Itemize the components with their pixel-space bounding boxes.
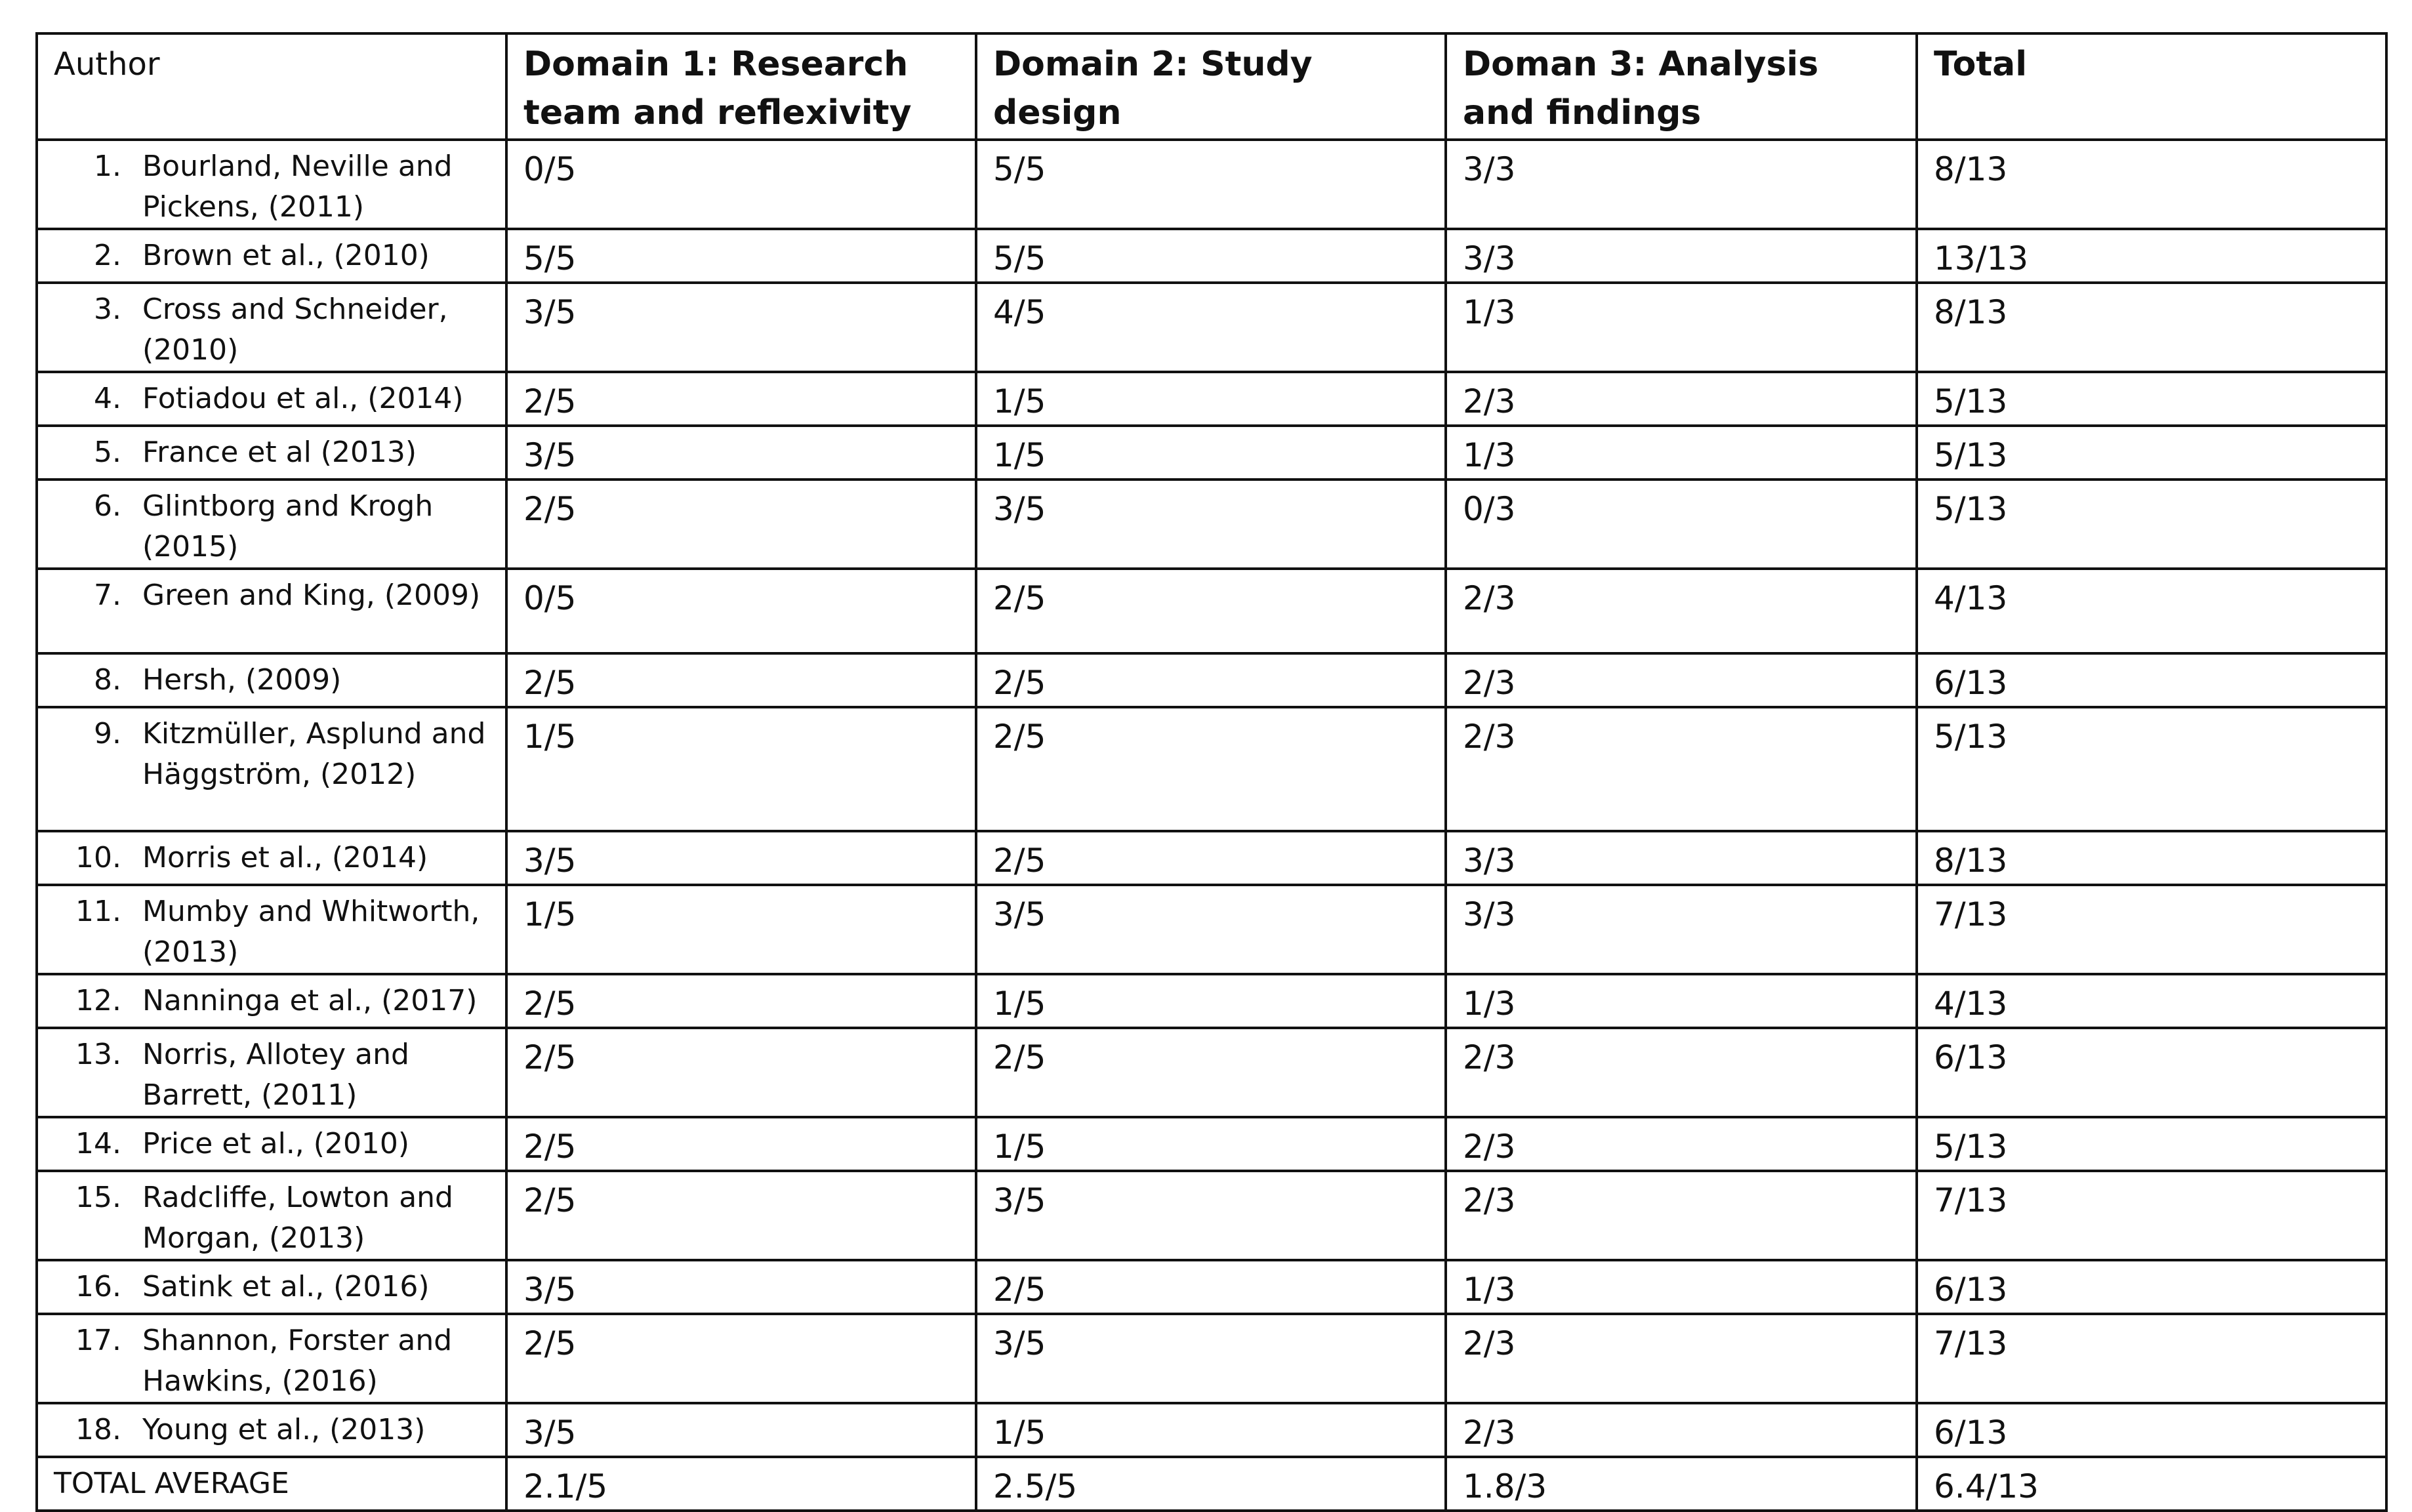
domain-1-score: 1/5 <box>506 885 976 974</box>
domain-1-score: 3/5 <box>506 1403 976 1457</box>
row-number: 10. <box>75 841 121 874</box>
author-name: Norris, Allotey and Barrett, (2011) <box>142 1038 409 1112</box>
domain-3-score: 2/3 <box>1446 1028 1917 1117</box>
domain-2-score: 5/5 <box>976 229 1446 283</box>
author-cell <box>37 1314 506 1403</box>
row-number: 3. <box>94 293 121 326</box>
domain-1-score: 3/5 <box>506 1260 976 1314</box>
domain-2-score: 5/5 <box>976 140 1446 229</box>
total-average-row <box>37 1457 2386 1511</box>
domain-2-score: 4/5 <box>976 283 1446 372</box>
author-name: Cross and Schneider, (2010) <box>142 293 448 367</box>
table-row <box>37 1314 2386 1403</box>
total-score: 8/13 <box>1917 283 2386 372</box>
total-score: 5/13 <box>1917 1117 2386 1171</box>
table-row <box>37 707 2386 831</box>
average-domain-1: 2.1/5 <box>506 1457 976 1511</box>
author-name: Satink et al., (2016) <box>142 1270 430 1303</box>
domain-1-score: 2/5 <box>506 1314 976 1403</box>
row-number: 16. <box>75 1270 121 1303</box>
average-total: 6.4/13 <box>1917 1457 2386 1511</box>
total-score: 7/13 <box>1917 1314 2386 1403</box>
row-number: 2. <box>94 239 121 272</box>
total-score: 5/13 <box>1917 372 2386 426</box>
domain-3-score: 1/3 <box>1446 426 1917 480</box>
author-cell <box>37 885 506 974</box>
table-row <box>37 885 2386 974</box>
author-name: Glintborg and Krogh (2015) <box>142 489 434 563</box>
average-domain-2: 2.5/5 <box>976 1457 1446 1511</box>
row-number: 8. <box>94 663 121 697</box>
domain-2-score: 1/5 <box>976 372 1446 426</box>
domain-3-score: 1/3 <box>1446 974 1917 1028</box>
total-score: 5/13 <box>1917 480 2386 569</box>
table-row <box>37 653 2386 707</box>
domain-3-score: 2/3 <box>1446 1171 1917 1260</box>
row-number: 5. <box>94 436 121 469</box>
row-number: 12. <box>75 984 121 1017</box>
domain-3-score: 2/3 <box>1446 707 1917 831</box>
domain-2-score: 2/5 <box>976 707 1446 831</box>
row-number: 4. <box>94 382 121 415</box>
total-score: 7/13 <box>1917 1171 2386 1260</box>
domain-1-score: 5/5 <box>506 229 976 283</box>
author-name: Hersh, (2009) <box>142 663 342 697</box>
domain-1-score: 3/5 <box>506 283 976 372</box>
total-score: 6/13 <box>1917 653 2386 707</box>
row-number: 6. <box>94 489 121 523</box>
total-score: 6/13 <box>1917 1403 2386 1457</box>
total-score: 4/13 <box>1917 569 2386 653</box>
domain-2-score: 2/5 <box>976 653 1446 707</box>
domain-2-score: 3/5 <box>976 1314 1446 1403</box>
table-row <box>37 140 2386 229</box>
domain-3-score: 2/3 <box>1446 1403 1917 1457</box>
author-cell <box>37 1260 506 1314</box>
header-domain-3: Doman 3: Analysis and findings <box>1446 33 1917 140</box>
domain-2-score: 2/5 <box>976 1028 1446 1117</box>
row-number: 15. <box>75 1181 121 1214</box>
author-name: Radcliffe, Lowton and Morgan, (2013) <box>142 1181 453 1255</box>
total-score: 8/13 <box>1917 140 2386 229</box>
author-cell <box>37 283 506 372</box>
domain-2-score: 1/5 <box>976 974 1446 1028</box>
table-row <box>37 372 2386 426</box>
domain-2-score: 2/5 <box>976 569 1446 653</box>
author-cell <box>37 831 506 885</box>
domain-3-score: 3/3 <box>1446 885 1917 974</box>
row-number: 14. <box>75 1127 121 1160</box>
row-number: 7. <box>94 579 121 612</box>
author-cell <box>37 426 506 480</box>
domain-3-score: 3/3 <box>1446 140 1917 229</box>
domain-1-score: 1/5 <box>506 707 976 831</box>
row-number: 1. <box>94 150 121 183</box>
domain-3-score: 1/3 <box>1446 1260 1917 1314</box>
total-score: 5/13 <box>1917 426 2386 480</box>
author-cell <box>37 1403 506 1457</box>
domain-2-score: 3/5 <box>976 885 1446 974</box>
author-name: Brown et al., (2010) <box>142 239 430 272</box>
author-name: Bourland, Neville and Pickens, (2011) <box>142 150 453 224</box>
header-row <box>37 33 2386 140</box>
domain-2-score: 1/5 <box>976 426 1446 480</box>
author-cell <box>37 140 506 229</box>
domain-2-score: 2/5 <box>976 1260 1446 1314</box>
domain-3-score: 2/3 <box>1446 1314 1917 1403</box>
author-name: Kitzmüller, Asplund and Häggström, (2012) <box>142 717 486 791</box>
domain-2-score: 2/5 <box>976 831 1446 885</box>
table-row <box>37 831 2386 885</box>
table-row <box>37 283 2386 372</box>
author-cell <box>37 653 506 707</box>
table-row <box>37 1028 2386 1117</box>
quality-appraisal-table <box>35 32 2388 1512</box>
domain-1-score: 0/5 <box>506 569 976 653</box>
total-score: 4/13 <box>1917 974 2386 1028</box>
total-score: 5/13 <box>1917 707 2386 831</box>
domain-3-score: 2/3 <box>1446 569 1917 653</box>
domain-2-score: 3/5 <box>976 1171 1446 1260</box>
domain-3-score: 2/3 <box>1446 372 1917 426</box>
table-row <box>37 1260 2386 1314</box>
author-name: Nanninga et al., (2017) <box>142 984 478 1017</box>
domain-3-score: 3/3 <box>1446 229 1917 283</box>
author-name: Price et al., (2010) <box>142 1127 410 1160</box>
author-name: Shannon, Forster and Hawkins, (2016) <box>142 1324 453 1398</box>
total-score: 6/13 <box>1917 1260 2386 1314</box>
author-cell <box>37 480 506 569</box>
author-name: France et al (2013) <box>142 436 417 469</box>
table-row <box>37 229 2386 283</box>
row-number: 18. <box>75 1413 121 1446</box>
author-cell <box>37 1171 506 1260</box>
domain-3-score: 2/3 <box>1446 653 1917 707</box>
total-score: 8/13 <box>1917 831 2386 885</box>
total-score: 6/13 <box>1917 1028 2386 1117</box>
domain-1-score: 2/5 <box>506 1028 976 1117</box>
author-cell <box>37 372 506 426</box>
domain-1-score: 0/5 <box>506 140 976 229</box>
author-name: Mumby and Whitworth, (2013) <box>142 895 480 969</box>
row-number: 17. <box>75 1324 121 1357</box>
domain-1-score: 3/5 <box>506 831 976 885</box>
header-domain-2: Domain 2: Study design <box>976 33 1446 140</box>
total-score: 7/13 <box>1917 885 2386 974</box>
table-row <box>37 1171 2386 1260</box>
author-name: Fotiadou et al., (2014) <box>142 382 464 415</box>
domain-1-score: 2/5 <box>506 1117 976 1171</box>
header-domain-1: Domain 1: Research team and reflexivity <box>506 33 976 140</box>
domain-2-score: 3/5 <box>976 480 1446 569</box>
domain-1-score: 2/5 <box>506 480 976 569</box>
author-cell <box>37 707 506 831</box>
average-domain-3: 1.8/3 <box>1446 1457 1917 1511</box>
domain-3-score: 1/3 <box>1446 283 1917 372</box>
author-cell <box>37 1028 506 1117</box>
domain-1-score: 2/5 <box>506 974 976 1028</box>
author-name: Green and King, (2009) <box>142 579 481 612</box>
table-row <box>37 426 2386 480</box>
domain-1-score: 2/5 <box>506 1171 976 1260</box>
domain-2-score: 1/5 <box>976 1403 1446 1457</box>
domain-1-score: 2/5 <box>506 372 976 426</box>
domain-2-score: 1/5 <box>976 1117 1446 1171</box>
row-number: 13. <box>75 1038 121 1071</box>
domain-3-score: 3/3 <box>1446 831 1917 885</box>
domain-1-score: 3/5 <box>506 426 976 480</box>
author-name: Morris et al., (2014) <box>142 841 428 874</box>
author-cell <box>37 1117 506 1171</box>
row-number: 9. <box>94 717 121 750</box>
row-number: 11. <box>75 895 121 928</box>
domain-3-score: 0/3 <box>1446 480 1917 569</box>
table-row <box>37 1403 2386 1457</box>
domain-3-score: 2/3 <box>1446 1117 1917 1171</box>
header-total: Total <box>1917 33 2386 140</box>
domain-1-score: 2/5 <box>506 653 976 707</box>
author-cell <box>37 229 506 283</box>
author-cell <box>37 974 506 1028</box>
table-row <box>37 974 2386 1028</box>
author-cell <box>37 569 506 653</box>
table-row <box>37 480 2386 569</box>
table-row <box>37 569 2386 653</box>
table-row <box>37 1117 2386 1171</box>
author-name: Young et al., (2013) <box>142 1413 426 1446</box>
total-score: 13/13 <box>1917 229 2386 283</box>
header-author: Author <box>37 33 506 140</box>
total-average-label: TOTAL AVERAGE <box>37 1457 506 1511</box>
